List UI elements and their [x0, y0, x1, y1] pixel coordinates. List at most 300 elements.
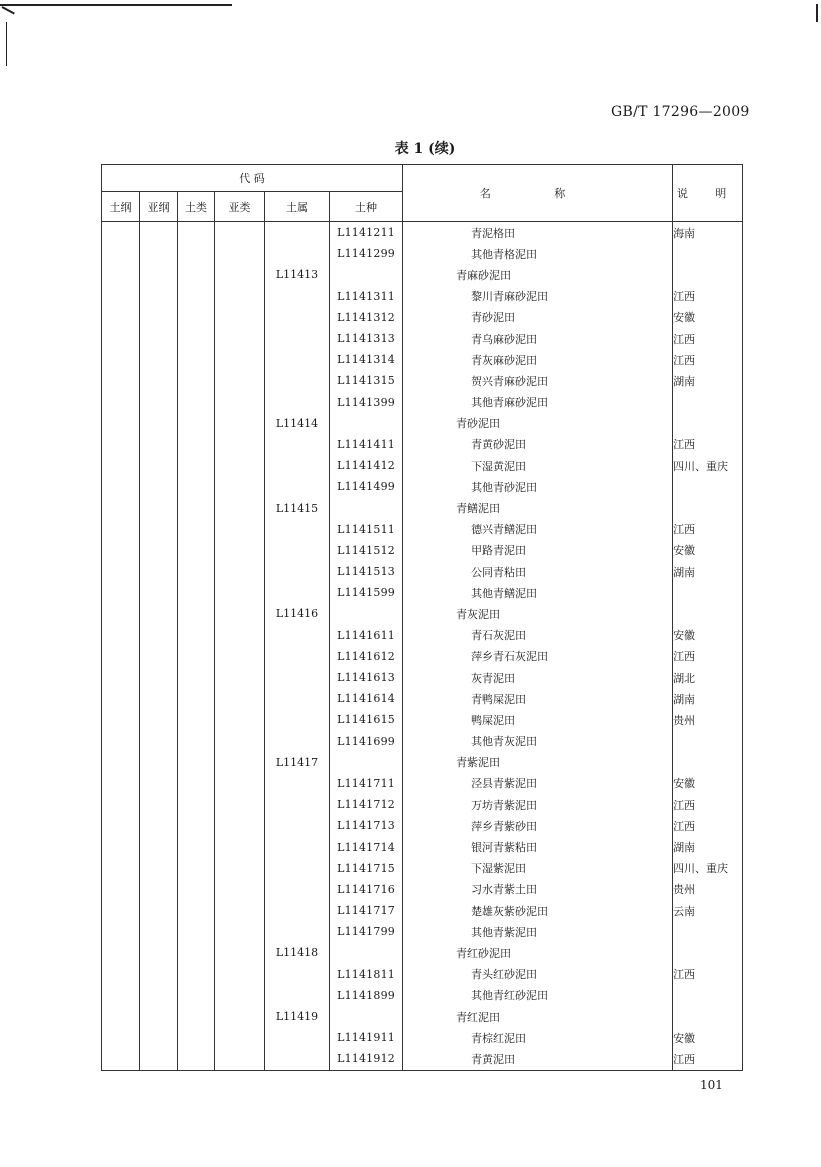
- genus-code: [265, 561, 330, 582]
- soil-name: 青灰麻砂泥田: [403, 349, 673, 370]
- note-region: 江西: [673, 434, 743, 455]
- table-title: 表 1 (续): [394, 141, 456, 157]
- soil-name: 青灰泥田: [403, 603, 673, 624]
- note-region: 江西: [673, 646, 743, 667]
- table-row: [102, 561, 743, 582]
- empty-cell: [102, 519, 140, 540]
- empty-cell: [178, 1048, 215, 1070]
- table-row: [102, 540, 743, 561]
- empty-cell: [102, 900, 140, 921]
- soil-name: 青头红砂泥田: [403, 964, 673, 985]
- empty-cell: [140, 476, 178, 497]
- empty-cell: [102, 942, 140, 963]
- empty-cell: [102, 286, 140, 307]
- species-code: L1141611: [330, 625, 403, 646]
- note-header: 说 明: [673, 165, 743, 222]
- table-row: [102, 752, 743, 773]
- empty-cell: [140, 1048, 178, 1070]
- note-region: [673, 752, 743, 773]
- empty-cell: [178, 434, 215, 455]
- empty-cell: [140, 349, 178, 370]
- empty-cell: [102, 243, 140, 264]
- empty-cell: [178, 921, 215, 942]
- empty-cell: [215, 455, 265, 476]
- empty-cell: [102, 646, 140, 667]
- empty-cell: [215, 370, 265, 391]
- code-group-header: 代 码: [102, 165, 403, 192]
- empty-cell: [178, 370, 215, 391]
- empty-cell: [178, 1006, 215, 1027]
- empty-cell: [102, 561, 140, 582]
- empty-cell: [140, 985, 178, 1006]
- empty-cell: [215, 858, 265, 879]
- empty-cell: [215, 222, 265, 244]
- table-row: [102, 709, 743, 730]
- empty-cell: [178, 794, 215, 815]
- genus-code: [265, 688, 330, 709]
- group-header: 土类: [178, 192, 215, 222]
- suborder-header: 亚纲: [140, 192, 178, 222]
- empty-cell: [102, 455, 140, 476]
- empty-cell: [215, 434, 265, 455]
- empty-cell: [178, 709, 215, 730]
- empty-cell: [102, 625, 140, 646]
- genus-code: [265, 286, 330, 307]
- empty-cell: [102, 964, 140, 985]
- soil-name: 习水青紫土田: [403, 879, 673, 900]
- note-region: 安徽: [673, 773, 743, 794]
- genus-code: [265, 370, 330, 391]
- species-code: L1141412: [330, 455, 403, 476]
- order-header: 土纲: [102, 192, 140, 222]
- empty-cell: [102, 709, 140, 730]
- empty-cell: [102, 752, 140, 773]
- empty-cell: [215, 688, 265, 709]
- empty-cell: [140, 709, 178, 730]
- genus-code: L11418: [265, 942, 330, 963]
- species-code: L1141912: [330, 1048, 403, 1070]
- table-row: [102, 942, 743, 963]
- empty-cell: [140, 497, 178, 518]
- empty-cell: [102, 773, 140, 794]
- empty-cell: [215, 413, 265, 434]
- empty-cell: [178, 455, 215, 476]
- genus-code: [265, 328, 330, 349]
- species-code: L1141211: [330, 222, 403, 244]
- genus-code: [265, 794, 330, 815]
- species-header: 土种: [330, 192, 403, 222]
- empty-cell: [178, 625, 215, 646]
- empty-cell: [215, 582, 265, 603]
- empty-cell: [140, 900, 178, 921]
- note-region: 江西: [673, 964, 743, 985]
- empty-cell: [140, 752, 178, 773]
- soil-name: 其他青灰泥田: [403, 731, 673, 752]
- empty-cell: [215, 879, 265, 900]
- note-region: [673, 985, 743, 1006]
- empty-cell: [102, 582, 140, 603]
- soil-name: 下湿紫泥田: [403, 858, 673, 879]
- genus-code: [265, 921, 330, 942]
- soil-name: 其他青麻砂泥田: [403, 392, 673, 413]
- species-code: L1141712: [330, 794, 403, 815]
- empty-cell: [140, 646, 178, 667]
- species-code: L1141599: [330, 582, 403, 603]
- note-region: 江西: [673, 286, 743, 307]
- scan-edge-left: [6, 22, 7, 66]
- empty-cell: [178, 413, 215, 434]
- table-row: [102, 794, 743, 815]
- species-code: [330, 264, 403, 285]
- species-code: L1141511: [330, 519, 403, 540]
- empty-cell: [140, 455, 178, 476]
- soil-name: 其他青鳝泥田: [403, 582, 673, 603]
- species-code: L1141499: [330, 476, 403, 497]
- soil-name: 其他青红砂泥田: [403, 985, 673, 1006]
- soil-name: 黎川青麻砂泥田: [403, 286, 673, 307]
- species-code: L1141314: [330, 349, 403, 370]
- table-row: [102, 603, 743, 624]
- empty-cell: [178, 519, 215, 540]
- species-code: L1141512: [330, 540, 403, 561]
- note-region: [673, 497, 743, 518]
- table-row: [102, 985, 743, 1006]
- note-region: 湖南: [673, 688, 743, 709]
- empty-cell: [178, 392, 215, 413]
- empty-cell: [178, 561, 215, 582]
- table-row: [102, 519, 743, 540]
- note-region: 四川、重庆: [673, 455, 743, 476]
- table-row: [102, 222, 743, 244]
- genus-code: L11419: [265, 1006, 330, 1027]
- empty-cell: [178, 942, 215, 963]
- genus-code: L11417: [265, 752, 330, 773]
- empty-cell: [140, 964, 178, 985]
- genus-code: [265, 519, 330, 540]
- empty-cell: [140, 1006, 178, 1027]
- note-region: 安徽: [673, 307, 743, 328]
- genus-code: [265, 985, 330, 1006]
- note-region: 江西: [673, 519, 743, 540]
- note-region: [673, 921, 743, 942]
- empty-cell: [215, 349, 265, 370]
- empty-cell: [102, 667, 140, 688]
- genus-code: [265, 964, 330, 985]
- table-row: [102, 964, 743, 985]
- empty-cell: [102, 434, 140, 455]
- empty-cell: [215, 243, 265, 264]
- table-row: [102, 731, 743, 752]
- empty-cell: [102, 392, 140, 413]
- empty-cell: [215, 794, 265, 815]
- table-row: [102, 667, 743, 688]
- table-row: [102, 879, 743, 900]
- table-row: [102, 773, 743, 794]
- table-row: [102, 286, 743, 307]
- species-code: L1141313: [330, 328, 403, 349]
- empty-cell: [178, 1027, 215, 1048]
- note-region: 江西: [673, 794, 743, 815]
- note-region: 海南: [673, 222, 743, 244]
- species-code: L1141315: [330, 370, 403, 391]
- species-code: L1141717: [330, 900, 403, 921]
- note-region: [673, 942, 743, 963]
- note-region: 湖南: [673, 836, 743, 857]
- empty-cell: [140, 667, 178, 688]
- species-code: [330, 497, 403, 518]
- genus-code: [265, 540, 330, 561]
- empty-cell: [102, 540, 140, 561]
- empty-cell: [140, 222, 178, 244]
- soil-name: 泾县青紫泥田: [403, 773, 673, 794]
- soil-name: 萍乡青石灰泥田: [403, 646, 673, 667]
- empty-cell: [102, 985, 140, 1006]
- soil-name: 青紫泥田: [403, 752, 673, 773]
- soil-name: 青乌麻砂泥田: [403, 328, 673, 349]
- empty-cell: [102, 688, 140, 709]
- soil-name: 甲路青泥田: [403, 540, 673, 561]
- species-code: L1141399: [330, 392, 403, 413]
- soil-name: 公同青粘田: [403, 561, 673, 582]
- table-row: [102, 497, 743, 518]
- empty-cell: [140, 773, 178, 794]
- page-number: 101: [700, 1078, 723, 1092]
- empty-cell: [215, 752, 265, 773]
- species-code: L1141713: [330, 815, 403, 836]
- table-row: [102, 413, 743, 434]
- soil-name: 青麻砂泥田: [403, 264, 673, 285]
- genus-code: [265, 858, 330, 879]
- empty-cell: [140, 1027, 178, 1048]
- empty-cell: [178, 349, 215, 370]
- soil-name: 青鸭屎泥田: [403, 688, 673, 709]
- empty-cell: [215, 709, 265, 730]
- genus-code: [265, 307, 330, 328]
- empty-cell: [102, 307, 140, 328]
- soil-name: 青鳝泥田: [403, 497, 673, 518]
- species-code: [330, 1006, 403, 1027]
- soil-name: 青泥格田: [403, 222, 673, 244]
- genus-code: L11414: [265, 413, 330, 434]
- empty-cell: [215, 540, 265, 561]
- empty-cell: [140, 858, 178, 879]
- empty-cell: [215, 731, 265, 752]
- empty-cell: [178, 836, 215, 857]
- note-region: 湖南: [673, 561, 743, 582]
- empty-cell: [140, 836, 178, 857]
- empty-cell: [178, 752, 215, 773]
- genus-code: [265, 879, 330, 900]
- soil-name: 青棕红泥田: [403, 1027, 673, 1048]
- note-region: [673, 582, 743, 603]
- note-region: [673, 243, 743, 264]
- empty-cell: [178, 286, 215, 307]
- species-code: L1141612: [330, 646, 403, 667]
- genus-code: L11415: [265, 497, 330, 518]
- empty-cell: [102, 1027, 140, 1048]
- table-row: [102, 1048, 743, 1070]
- soil-name: 鸭屎泥田: [403, 709, 673, 730]
- note-region: [673, 413, 743, 434]
- table-row: [102, 328, 743, 349]
- genus-code: [265, 815, 330, 836]
- empty-cell: [215, 1006, 265, 1027]
- soil-name: 青红砂泥田: [403, 942, 673, 963]
- empty-cell: [178, 773, 215, 794]
- species-code: L1141614: [330, 688, 403, 709]
- soil-name: 其他青紫泥田: [403, 921, 673, 942]
- empty-cell: [102, 815, 140, 836]
- empty-cell: [140, 942, 178, 963]
- empty-cell: [215, 519, 265, 540]
- species-code: L1141811: [330, 964, 403, 985]
- empty-cell: [102, 1006, 140, 1027]
- table-row: [102, 836, 743, 857]
- table-row: [102, 243, 743, 264]
- genus-code: [265, 222, 330, 244]
- empty-cell: [102, 794, 140, 815]
- empty-cell: [140, 370, 178, 391]
- genus-code: [265, 773, 330, 794]
- table-row: [102, 476, 743, 497]
- empty-cell: [140, 328, 178, 349]
- empty-cell: [178, 264, 215, 285]
- soil-name: 青黄砂泥田: [403, 434, 673, 455]
- soil-name: 德兴青鳝泥田: [403, 519, 673, 540]
- note-region: [673, 1006, 743, 1027]
- empty-cell: [102, 1048, 140, 1070]
- genus-code: [265, 1048, 330, 1070]
- empty-cell: [178, 243, 215, 264]
- empty-cell: [140, 392, 178, 413]
- species-code: [330, 942, 403, 963]
- table-row: [102, 1027, 743, 1048]
- note-region: 湖南: [673, 370, 743, 391]
- note-region: 湖北: [673, 667, 743, 688]
- empty-cell: [215, 561, 265, 582]
- empty-cell: [178, 646, 215, 667]
- species-code: L1141311: [330, 286, 403, 307]
- note-region: 江西: [673, 328, 743, 349]
- standard-id: GB/T 17296—2009: [611, 104, 750, 120]
- table-row: [102, 392, 743, 413]
- table-row: [102, 858, 743, 879]
- genus-code: [265, 836, 330, 857]
- empty-cell: [215, 1048, 265, 1070]
- table-row: [102, 349, 743, 370]
- genus-code: L11416: [265, 603, 330, 624]
- genus-code: [265, 667, 330, 688]
- note-region: 安徽: [673, 625, 743, 646]
- genus-code: [265, 625, 330, 646]
- soil-name: 青砂泥田: [403, 307, 673, 328]
- empty-cell: [140, 879, 178, 900]
- scan-edge-right: [816, 4, 818, 22]
- empty-cell: [102, 222, 140, 244]
- empty-cell: [178, 476, 215, 497]
- genus-code: [265, 646, 330, 667]
- empty-cell: [215, 1027, 265, 1048]
- note-region: [673, 731, 743, 752]
- note-region: [673, 264, 743, 285]
- species-code: L1141411: [330, 434, 403, 455]
- empty-cell: [215, 603, 265, 624]
- empty-cell: [140, 307, 178, 328]
- genus-code: [265, 434, 330, 455]
- empty-cell: [215, 328, 265, 349]
- soil-name: 楚雄灰紫砂泥田: [403, 900, 673, 921]
- empty-cell: [215, 921, 265, 942]
- note-region: [673, 603, 743, 624]
- empty-cell: [215, 964, 265, 985]
- species-code: L1141699: [330, 731, 403, 752]
- genus-code: [265, 582, 330, 603]
- empty-cell: [102, 476, 140, 497]
- empty-cell: [140, 794, 178, 815]
- empty-cell: [215, 773, 265, 794]
- empty-cell: [215, 942, 265, 963]
- genus-code: [265, 392, 330, 413]
- empty-cell: [178, 900, 215, 921]
- soil-name: 下湿黄泥田: [403, 455, 673, 476]
- empty-cell: [140, 540, 178, 561]
- species-code: [330, 413, 403, 434]
- empty-cell: [102, 603, 140, 624]
- note-region: 云南: [673, 900, 743, 921]
- genus-code: [265, 900, 330, 921]
- genus-code: [265, 709, 330, 730]
- empty-cell: [102, 836, 140, 857]
- species-code: [330, 752, 403, 773]
- soil-name: 万坊青紫泥田: [403, 794, 673, 815]
- note-region: 江西: [673, 349, 743, 370]
- empty-cell: [215, 307, 265, 328]
- table-row: [102, 434, 743, 455]
- empty-cell: [102, 497, 140, 518]
- empty-cell: [102, 328, 140, 349]
- empty-cell: [178, 222, 215, 244]
- species-code: [330, 603, 403, 624]
- table-row: [102, 815, 743, 836]
- table-row: [102, 921, 743, 942]
- species-code: L1141716: [330, 879, 403, 900]
- empty-cell: [140, 243, 178, 264]
- empty-cell: [140, 434, 178, 455]
- empty-cell: [215, 264, 265, 285]
- table-row: [102, 646, 743, 667]
- empty-cell: [178, 879, 215, 900]
- empty-cell: [178, 858, 215, 879]
- species-code: L1141299: [330, 243, 403, 264]
- species-code: L1141911: [330, 1027, 403, 1048]
- soil-name: 灰青泥田: [403, 667, 673, 688]
- soil-name: 其他青砂泥田: [403, 476, 673, 497]
- note-region: 江西: [673, 1048, 743, 1070]
- species-code: L1141714: [330, 836, 403, 857]
- soil-name: 萍乡青紫砂田: [403, 815, 673, 836]
- empty-cell: [140, 582, 178, 603]
- note-region: 贵州: [673, 709, 743, 730]
- note-region: 江西: [673, 815, 743, 836]
- table-row: [102, 370, 743, 391]
- empty-cell: [215, 392, 265, 413]
- empty-cell: [178, 328, 215, 349]
- note-region: 贵州: [673, 879, 743, 900]
- table-row: [102, 688, 743, 709]
- soil-name: 青石灰泥田: [403, 625, 673, 646]
- empty-cell: [102, 731, 140, 752]
- soil-name: 青黄泥田: [403, 1048, 673, 1070]
